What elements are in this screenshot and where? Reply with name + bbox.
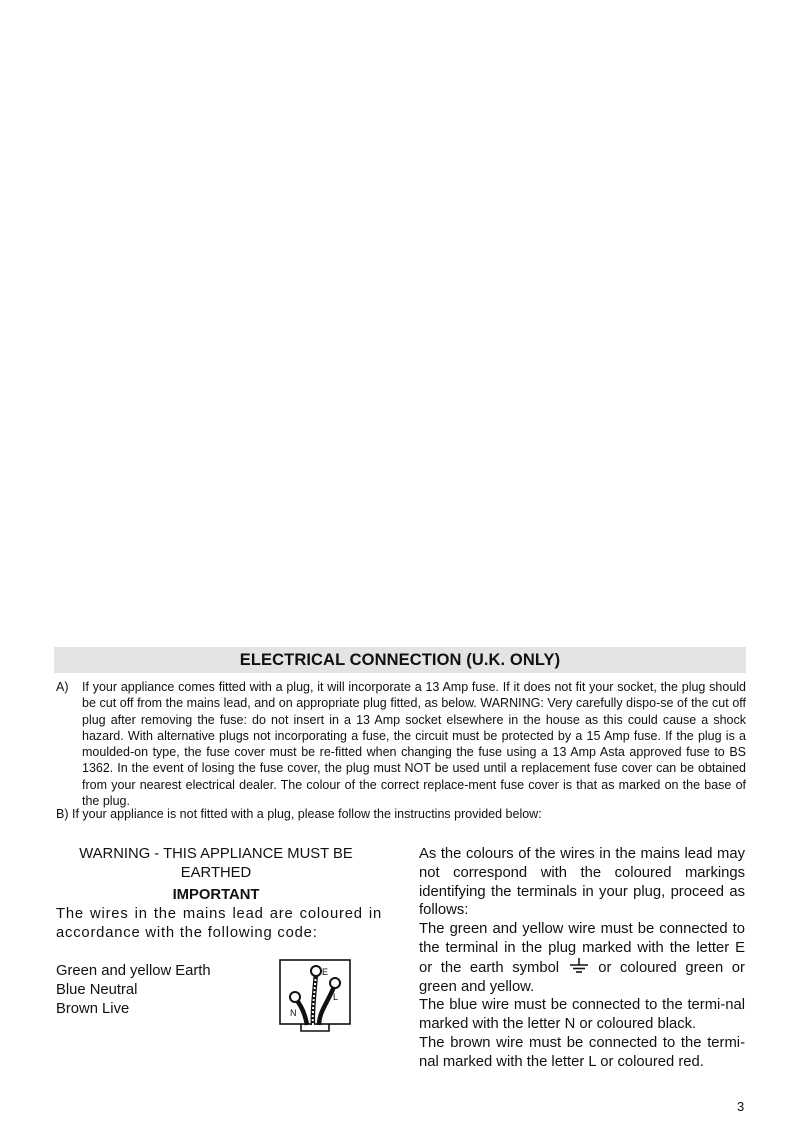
code-live: Brown Live	[56, 1001, 130, 1017]
terminal-label-e: E	[322, 967, 329, 977]
instruction-b: B) If your appliance is not fitted with a plug, please follow the instructins provided below:	[56, 807, 542, 821]
green-yellow-instruction	[419, 920, 745, 996]
right-column	[419, 845, 745, 1072]
section-title: ELECTRICAL CONNECTION (U.K. ONLY)	[239, 650, 561, 669]
instruction-a-text: If your appliance comes fitted with a plug, it will incorporate a 13 Amp fuse. If it does not fit your socket, the plug should be cut off from the mains lead, and on appropriate plug fitted, as below. WARNING: Very carefully dispo-se of the cut off plug after removing the fuse: do not insert in a 13 Amp socket elsewhere in the house as this could cause a shock hazard. With alternative plugs not incorporating a fuse, the circuit must be protected by a 15 Amp fuse. If the plug is a moulded-on type, the fuse cover must be re-fitted when changing the fuse using a 13 Amp Asta approved fuse to BS 1362. In the event of losing the fuse cover, the plug must NOT be used until a replacement fuse cover can be obtained from your nearest electrical dealer. The colour of the correct replace-ment fuse cover is that as marked on the base of the plug.	[82, 680, 746, 809]
terminal-label-n: N	[290, 1008, 297, 1018]
page-number: 3	[737, 1099, 745, 1114]
terminal-label-l: L	[333, 992, 339, 1002]
warning-line-2: EARTHED	[180, 865, 252, 881]
important-heading: IMPORTANT	[172, 887, 260, 903]
earth-symbol-icon	[568, 958, 590, 974]
colour-mismatch-intro: As the colours of the wires in the mains lead may not correspond with the coloured markings identifying the terminals in your plug, proceed as follows:	[419, 846, 745, 919]
wires-intro-text: The wires in the mains lead are coloured in accordance with the following code:	[56, 906, 382, 941]
blue-wire-instruction: The blue wire must be connected to the termi-nal marked with the letter N or coloured black.	[419, 997, 745, 1033]
warning-line-1: WARNING - THIS APPLIANCE MUST BE	[79, 846, 353, 862]
code-neutral: Blue Neutral	[56, 982, 138, 998]
instruction-a	[56, 679, 746, 809]
instruction-a-marker: A)	[56, 680, 69, 694]
code-earth: Green and yellow Earth	[56, 963, 211, 979]
plug-wiring-diagram	[279, 959, 351, 1032]
green-yellow-text-pre: The green and yellow wire must be connected to the terminal in the plug marked with the letter E or the earth symbol	[419, 921, 745, 976]
brown-wire-instruction: The brown wire must be connected to the termi-nal marked with the letter L or coloured red.	[419, 1034, 745, 1070]
section-header-bar	[54, 647, 746, 673]
green-yellow-text-post: or coloured green or green and yellow.	[419, 959, 745, 995]
